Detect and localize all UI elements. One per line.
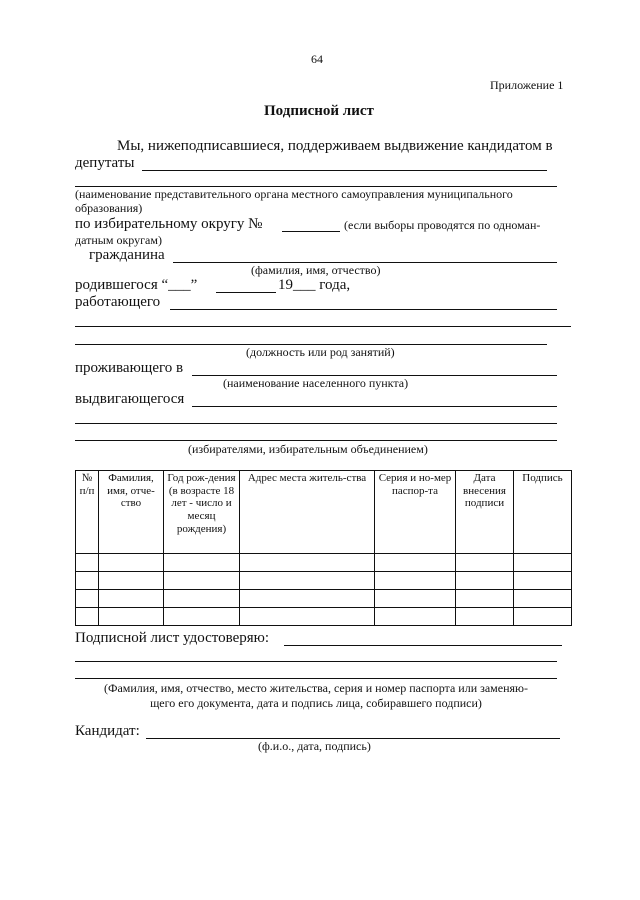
- cell[interactable]: [164, 608, 240, 626]
- born-month-line: [216, 292, 276, 293]
- col-header-passport: Серия и но-мер паспор-та: [375, 471, 456, 554]
- position-note: (должность или род занятий): [246, 345, 395, 359]
- candidate-note: (ф.и.о., дата, подпись): [258, 739, 371, 753]
- body-note: (наименование представительного органа местного самоуправления муниципального: [75, 187, 513, 201]
- col-header-birth: Год рож-дения (в возрасте 18 лет - число и месяц рождения): [164, 471, 240, 554]
- cell[interactable]: [76, 572, 99, 590]
- district-label: по избирательному округу №: [75, 216, 263, 232]
- table-row: [76, 572, 572, 590]
- district-note-cont: датным округам): [75, 233, 162, 247]
- cell[interactable]: [514, 590, 572, 608]
- page-number: 64: [311, 52, 323, 66]
- cell[interactable]: [514, 572, 572, 590]
- col-header-address: Адрес места житель-ства: [240, 471, 375, 554]
- cell[interactable]: [76, 554, 99, 572]
- nominated-field-line-3: [75, 440, 557, 441]
- body-note-cont: образования): [75, 201, 143, 215]
- certify-field-line-3: [75, 678, 557, 679]
- cell[interactable]: [456, 554, 514, 572]
- certify-label: Подписной лист удостоверяю:: [75, 630, 270, 646]
- deputies-field-line: [142, 170, 547, 171]
- nominated-label: выдвигающегося: [75, 391, 185, 407]
- cell[interactable]: [240, 608, 375, 626]
- certify-note-cont: щего его документа, дата и подпись лица, собиравшего подписи): [150, 696, 482, 710]
- cell[interactable]: [164, 554, 240, 572]
- nominated-field-line: [192, 406, 557, 407]
- page-title: Подписной лист: [264, 103, 374, 119]
- cell[interactable]: [514, 554, 572, 572]
- cell[interactable]: [240, 590, 375, 608]
- citizen-label: гражданина: [89, 247, 165, 263]
- certify-field-line-2: [75, 661, 557, 662]
- nominator-note: (избирателями, избирательным объединением): [188, 442, 428, 456]
- fio-note: (фамилия, имя, отчество): [251, 263, 381, 277]
- cell[interactable]: [99, 590, 164, 608]
- living-label: проживающего в: [75, 360, 184, 376]
- signature-table: [75, 470, 572, 626]
- cell[interactable]: [99, 572, 164, 590]
- certify-field-line: [284, 645, 562, 646]
- cell[interactable]: [164, 572, 240, 590]
- cell[interactable]: [456, 608, 514, 626]
- cell[interactable]: [375, 572, 456, 590]
- cell[interactable]: [76, 608, 99, 626]
- cell[interactable]: [240, 572, 375, 590]
- cell[interactable]: [375, 608, 456, 626]
- cell[interactable]: [375, 590, 456, 608]
- working-field-line-2: [75, 326, 571, 327]
- certify-note: (Фамилия, имя, отчество, место жительства, серия и номер паспорта или заменяю-: [103, 681, 528, 695]
- candidate-label: Кандидат:: [75, 723, 140, 739]
- born-label: родившегося “___”: [75, 277, 198, 293]
- table-row: [76, 554, 572, 572]
- cell[interactable]: [375, 554, 456, 572]
- born-year: 19___ года,: [278, 277, 351, 293]
- cell[interactable]: [456, 572, 514, 590]
- working-field-line: [170, 309, 557, 310]
- district-number-line: [282, 231, 340, 232]
- col-header-signature: Подпись: [514, 471, 572, 554]
- table-row: [76, 608, 572, 626]
- col-header-date: Дата внесения подписи: [456, 471, 514, 554]
- cell[interactable]: [164, 590, 240, 608]
- cell[interactable]: [76, 590, 99, 608]
- col-header-number: № п/п: [76, 471, 99, 554]
- working-label: работающего: [75, 294, 161, 310]
- nominated-field-line-2: [75, 423, 557, 424]
- cell[interactable]: [99, 608, 164, 626]
- cell[interactable]: [514, 608, 572, 626]
- table-header-row: [76, 471, 572, 554]
- cell[interactable]: [99, 554, 164, 572]
- settlement-note: (наименование населенного пункта): [223, 376, 409, 390]
- table-row: [76, 590, 572, 608]
- deputies-label: депутаты: [75, 155, 135, 171]
- district-note: (если выборы проводятся по одноман-: [344, 218, 541, 232]
- intro-text: Мы, нижеподписавшиеся, поддерживаем выдвижение кандидатом в: [117, 138, 553, 154]
- col-header-name: Фамилия, имя, отче-ство: [99, 471, 164, 554]
- appendix-label: Приложение 1: [490, 78, 564, 92]
- cell[interactable]: [456, 590, 514, 608]
- cell[interactable]: [240, 554, 375, 572]
